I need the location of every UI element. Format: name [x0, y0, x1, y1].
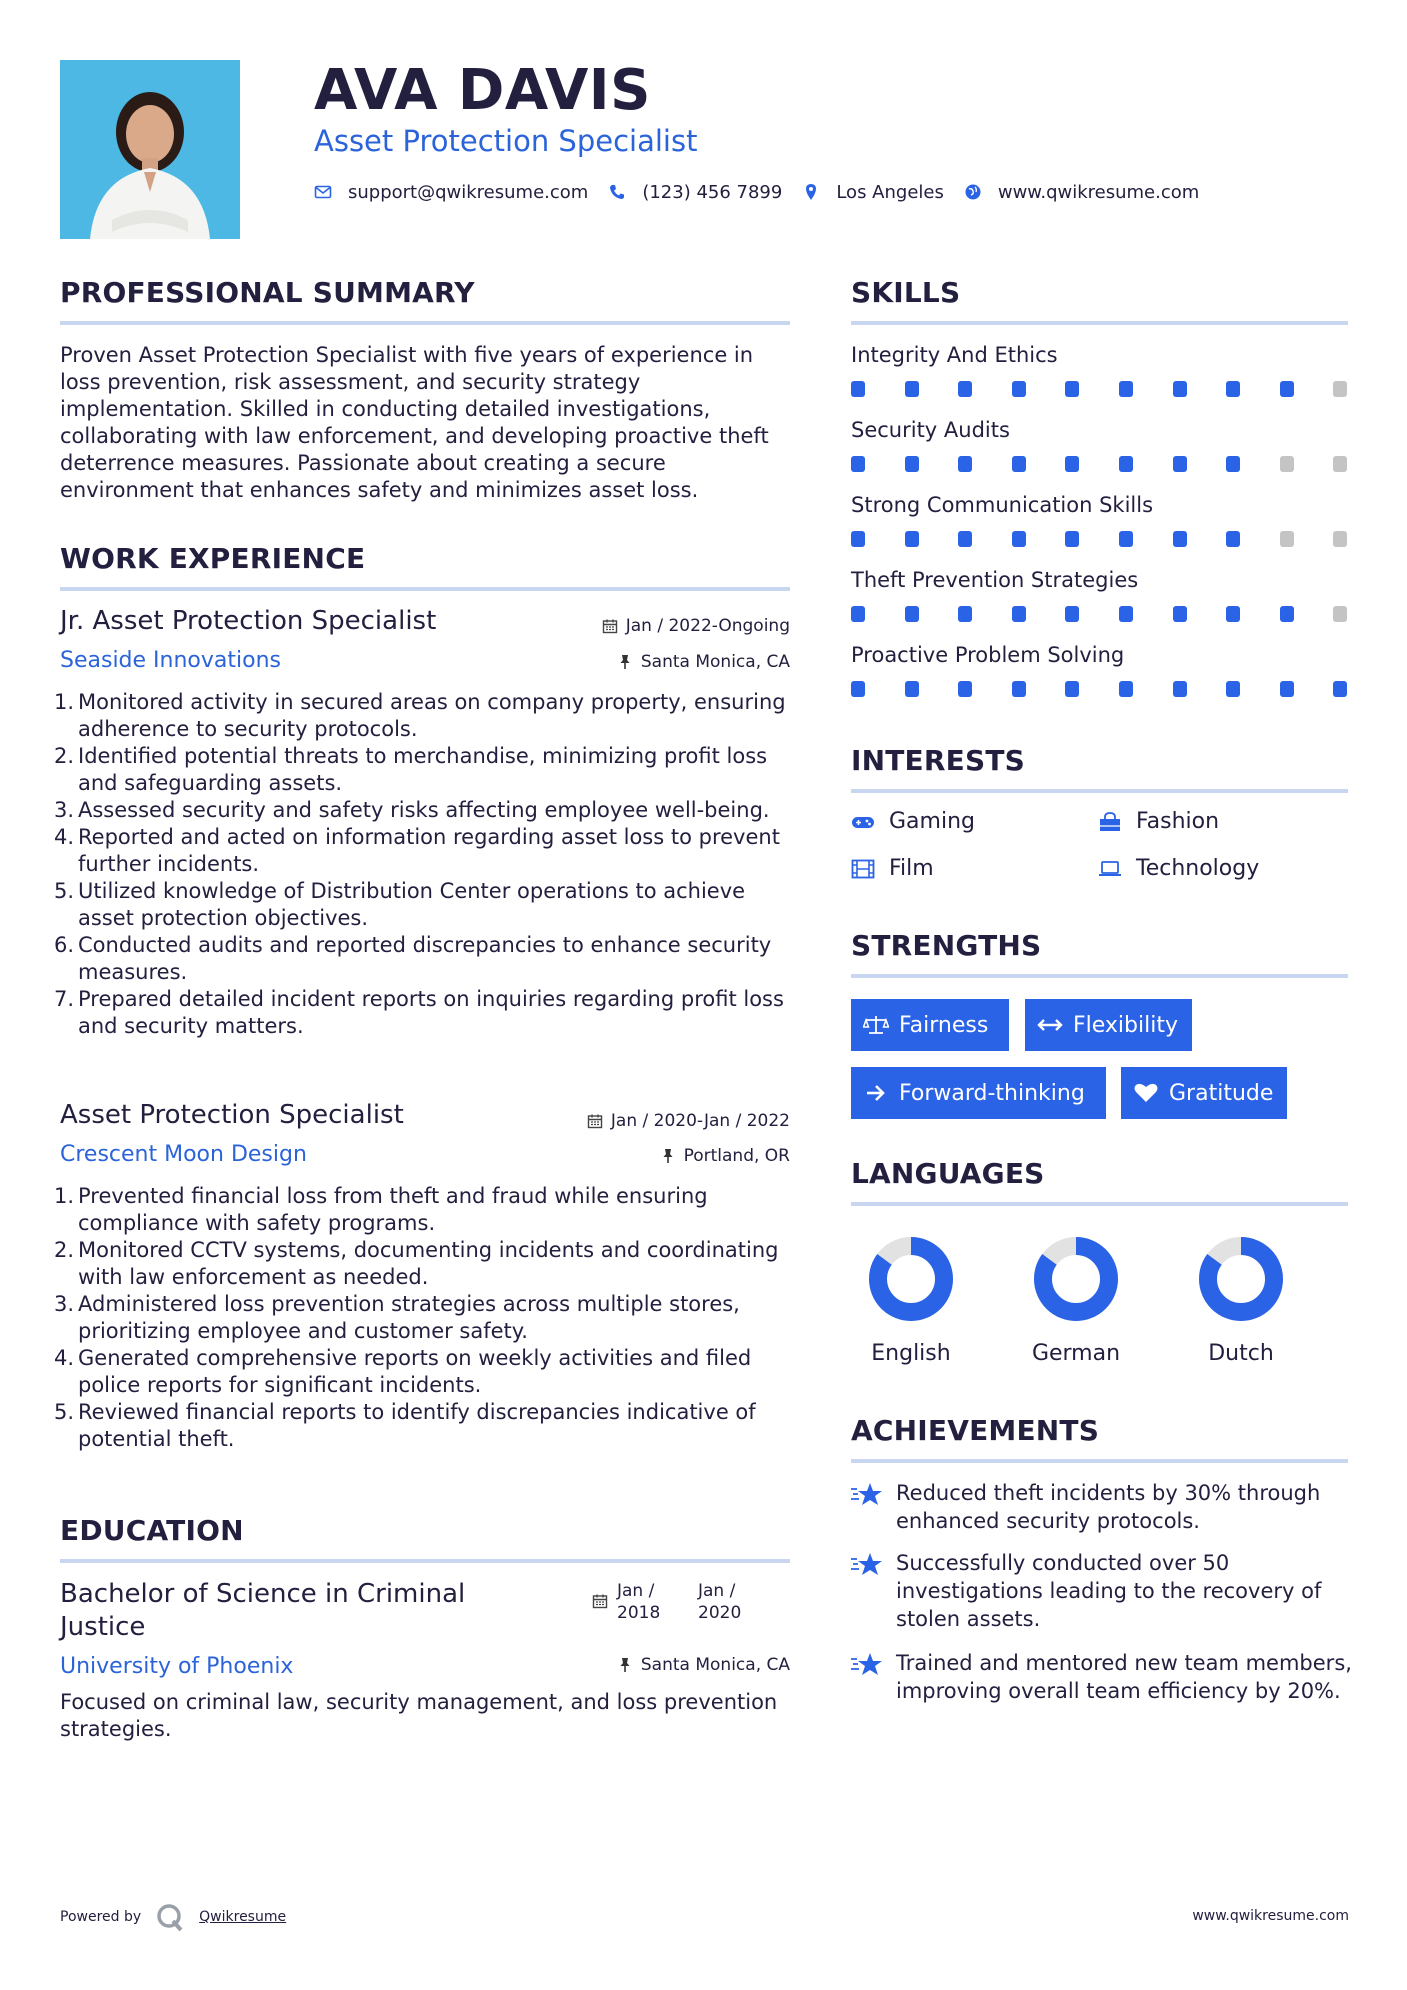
strength-tag-forward-thinking: Forward-thinking: [851, 1067, 1106, 1119]
rating-dot-filled: [1012, 381, 1026, 397]
contact-location-text: Los Angeles: [836, 181, 944, 203]
rating-dot-filled: [851, 681, 865, 697]
education-description: Focused on criminal law, security management, and loss prevention strategies.: [60, 1690, 778, 1741]
language-proficiency-donut: [1196, 1234, 1286, 1324]
gamepad-icon: [851, 812, 875, 832]
rating-dot-filled: [1173, 606, 1187, 622]
interest-fashion: Fashion: [1098, 809, 1219, 834]
summary-section: [60, 276, 790, 325]
contact-bar: [314, 180, 1219, 204]
achievement-text: Reduced theft incidents by 30% through enhanced security protocols.: [896, 1481, 1321, 1533]
rating-dot-filled: [1226, 456, 1240, 472]
rating-dot-filled: [1012, 681, 1026, 697]
education-section: [60, 1514, 790, 1563]
list-item: 7. Prepared detailed incident reports on inquiries regarding profit loss and security matters.: [54, 987, 784, 1038]
education-location: [617, 1655, 790, 1675]
interests-heading: INTERESTS: [851, 744, 1025, 777]
job-location: [617, 652, 790, 672]
list-item: 5. Reviewed financial reports to identify discrepancies indicative of potential theft.: [54, 1400, 756, 1451]
arrows-horizontal-icon: [1037, 1014, 1063, 1036]
language-name: English: [871, 1341, 951, 1366]
rating-dot-filled: [851, 531, 865, 547]
rating-dot-filled: [1173, 456, 1187, 472]
rating-dot-filled: [1119, 681, 1133, 697]
education-start-date: Jan / 2018: [617, 1581, 661, 1623]
job-duties-list: [54, 1183, 798, 1453]
skill-name: Proactive Problem Solving: [851, 643, 1125, 667]
rating-dot-filled: [1173, 531, 1187, 547]
degree-title: [60, 1578, 465, 1644]
rating-dot-filled: [1119, 531, 1133, 547]
job-dates-text: Jan / 2020-Jan / 2022: [610, 1111, 790, 1131]
rating-dot-filled: [1065, 456, 1079, 472]
strengths-heading: STRENGTHS: [851, 929, 1042, 962]
list-item: 1. Prevented financial loss from theft and fraud while ensuring compliance with safety programs.: [54, 1184, 708, 1235]
map-marker-icon: [802, 183, 820, 201]
rating-dot-filled: [1119, 606, 1133, 622]
contact-email-text: support@qwikresume.com: [348, 181, 589, 203]
skill-rating: [851, 381, 1351, 397]
section-divider: [851, 321, 1348, 325]
list-item: 3. Administered loss prevention strategies across multiple stores, prioritizing employee and customer safety.: [54, 1292, 740, 1343]
skill-rating: [851, 531, 1351, 547]
heart-icon: [1133, 1082, 1159, 1104]
section-divider: [60, 321, 790, 325]
rating-dot-filled: [958, 381, 972, 397]
summary-text: Proven Asset Protection Specialist with five years of experience in loss prevention, risk assessment, and security strategy implementation. Skilled in conducting detailed investigations, collaborating with law enforcement, and developing proactive theft deterrence measures. Passionate about creating a secure environment that enhances safety and minimizes asset loss.: [60, 343, 769, 502]
education-end-date: Jan / 2020: [698, 1581, 742, 1623]
rating-dot-filled: [1065, 531, 1079, 547]
rating-dot-empty: [1280, 456, 1294, 472]
rating-dot-filled: [1226, 531, 1240, 547]
qwikresume-link[interactable]: Qwikresume: [199, 1909, 287, 1925]
skill-rating: [851, 606, 1351, 622]
rating-dot-filled: [851, 456, 865, 472]
education-heading: EDUCATION: [60, 1514, 244, 1547]
contact-phone[interactable]: [608, 182, 782, 203]
rating-dot-filled: [958, 531, 972, 547]
rating-dot-filled: [1012, 456, 1026, 472]
rating-dot-filled: [958, 456, 972, 472]
company-name: Seaside Innovations: [60, 648, 281, 673]
company-name: Crescent Moon Design: [60, 1142, 307, 1167]
job-title: Jr. Asset Protection Specialist: [60, 606, 437, 636]
arrow-right-icon: [863, 1082, 889, 1104]
achievements-heading: ACHIEVEMENTS: [851, 1414, 1100, 1447]
languages-section: [851, 1157, 1348, 1206]
contact-website[interactable]: [964, 182, 1199, 203]
rating-dot-filled: [905, 531, 919, 547]
job-location-text: Portland, OR: [683, 1146, 790, 1166]
phone-icon: [608, 183, 626, 201]
rating-dot-filled: [958, 606, 972, 622]
rating-dot-empty: [1280, 531, 1294, 547]
interest-technology: Technology: [1098, 856, 1259, 881]
rating-dot-filled: [905, 681, 919, 697]
candidate-title: Asset Protection Specialist: [314, 124, 698, 158]
rating-dot-filled: [1065, 606, 1079, 622]
rating-dot-filled: [1012, 606, 1026, 622]
star-trophy-icon: [850, 1550, 884, 1580]
language-proficiency-donut: [1031, 1234, 1121, 1324]
experience-section: [60, 542, 790, 591]
list-item: 6. Conducted audits and reported discrepancies to enhance security measures.: [54, 933, 772, 984]
pushpin-icon: [660, 1148, 676, 1164]
list-item: 4. Reported and acted on information regarding asset loss to prevent further incidents.: [54, 825, 780, 876]
strength-tag-flexibility: Flexibility: [1025, 999, 1192, 1051]
rating-dot-filled: [1226, 606, 1240, 622]
job-dates: [602, 616, 790, 636]
contact-phone-text: (123) 456 7899: [642, 181, 783, 203]
rating-dot-empty: [1333, 531, 1347, 547]
job-duties-list: [54, 689, 798, 1040]
contact-website-text: www.qwikresume.com: [997, 181, 1200, 203]
contact-location: [802, 182, 944, 203]
laptop-icon: [1098, 859, 1122, 879]
rating-dot-filled: [1280, 681, 1294, 697]
star-trophy-icon: [850, 1650, 884, 1680]
skill-name: Security Audits: [851, 418, 1010, 442]
strength-tag-fairness: Fairness: [851, 999, 1009, 1051]
rating-dot-filled: [1012, 531, 1026, 547]
envelope-icon: [314, 183, 332, 201]
calendar-icon: [602, 618, 618, 634]
rating-dot-empty: [1333, 456, 1347, 472]
rating-dot-filled: [1173, 381, 1187, 397]
section-divider: [851, 1202, 1348, 1206]
section-divider: [851, 1459, 1348, 1463]
candidate-name: AVA DAVIS: [314, 58, 651, 123]
section-divider: [60, 1559, 790, 1563]
job-location: [660, 1146, 790, 1166]
rating-dot-filled: [905, 606, 919, 622]
language-proficiency-donut: [866, 1234, 956, 1324]
rating-dot-filled: [1280, 606, 1294, 622]
rating-dot-filled: [1173, 681, 1187, 697]
interest-film: Film: [851, 856, 934, 881]
list-item: 5. Utilized knowledge of Distribution Center operations to achieve asset protection objectives.: [54, 879, 746, 930]
profile-photo: [60, 60, 240, 239]
interest-gaming: Gaming: [851, 809, 975, 834]
rating-dot-filled: [1065, 681, 1079, 697]
shopping-bag-icon: [1098, 812, 1122, 832]
skills-heading: SKILLS: [851, 276, 961, 309]
rating-dot-filled: [851, 606, 865, 622]
achievement-text: Successfully conducted over 50 investigations leading to the recovery of stolen assets.: [896, 1551, 1322, 1631]
degree-title-line: Justice: [60, 1612, 146, 1642]
language-name: Dutch: [1208, 1341, 1274, 1366]
rating-dot-filled: [1065, 381, 1079, 397]
list-item: 4. Generated comprehensive reports on weekly activities and filed police reports for significant incidents.: [54, 1346, 752, 1397]
language-name: German: [1031, 1341, 1121, 1366]
skills-section: [851, 276, 1348, 325]
pushpin-icon: [617, 654, 633, 670]
rating-dot-empty: [1333, 606, 1347, 622]
calendar-icon: [587, 1113, 603, 1129]
rating-dot-filled: [1119, 381, 1133, 397]
contact-email[interactable]: [314, 182, 588, 203]
job-location-text: Santa Monica, CA: [640, 652, 790, 672]
skill-rating: [851, 681, 1351, 697]
section-divider: [851, 974, 1348, 978]
list-item: 3. Assessed security and safety risks affecting employee well-being.: [54, 798, 770, 822]
section-divider: [851, 789, 1348, 793]
experience-heading: WORK EXPERIENCE: [60, 542, 366, 575]
achievement-text: Trained and mentored new team members, improving overall team efficiency by 20%.: [896, 1651, 1352, 1703]
rating-dot-filled: [905, 456, 919, 472]
skill-rating: [851, 456, 1351, 472]
qwikresume-logo-icon: [155, 1902, 185, 1932]
skill-name: Strong Communication Skills: [851, 493, 1154, 517]
pushpin-icon: [617, 1657, 633, 1673]
section-divider: [60, 587, 790, 591]
rating-dot-empty: [1333, 381, 1347, 397]
rating-dot-filled: [905, 381, 919, 397]
rating-dot-filled: [1280, 381, 1294, 397]
rating-dot-filled: [1119, 456, 1133, 472]
footer-powered-by: [60, 1902, 286, 1932]
job-title: Asset Protection Specialist: [60, 1100, 404, 1130]
globe-icon: [964, 183, 982, 201]
education-location-text: Santa Monica, CA: [640, 1655, 790, 1675]
interests-section: [851, 744, 1348, 793]
star-trophy-icon: [850, 1480, 884, 1510]
rating-dot-filled: [1226, 681, 1240, 697]
skill-name: Integrity And Ethics: [851, 343, 1058, 367]
balance-scale-icon: [863, 1014, 889, 1036]
strengths-section: [851, 929, 1348, 978]
list-item: 1. Monitored activity in secured areas on company property, ensuring adherence to security protocols.: [54, 690, 786, 741]
strength-tag-gratitude: Gratitude: [1121, 1067, 1287, 1119]
rating-dot-filled: [1333, 681, 1347, 697]
rating-dot-filled: [1226, 381, 1240, 397]
list-item: 2. Monitored CCTV systems, documenting incidents and coordinating with law enforcement as needed.: [54, 1238, 779, 1289]
languages-heading: LANGUAGES: [851, 1157, 1045, 1190]
footer-website[interactable]: www.qwikresume.com: [1192, 1908, 1349, 1924]
school-name: University of Phoenix: [60, 1654, 294, 1679]
job-dates: [587, 1111, 790, 1131]
film-icon: [851, 859, 875, 879]
summary-heading: PROFESSIONAL SUMMARY: [60, 276, 475, 309]
calendar-icon: [592, 1593, 608, 1609]
degree-title-line: Bachelor of Science in Criminal: [60, 1579, 466, 1609]
skill-name: Theft Prevention Strategies: [851, 568, 1139, 592]
job-dates-text: Jan / 2022-Ongoing: [625, 616, 790, 636]
list-item: 2. Identified potential threats to merchandise, minimizing profit loss and safeguarding assets.: [54, 744, 768, 795]
achievements-section: [851, 1414, 1348, 1463]
rating-dot-filled: [851, 381, 865, 397]
rating-dot-filled: [958, 681, 972, 697]
powered-by-text: Powered by: [60, 1909, 142, 1925]
